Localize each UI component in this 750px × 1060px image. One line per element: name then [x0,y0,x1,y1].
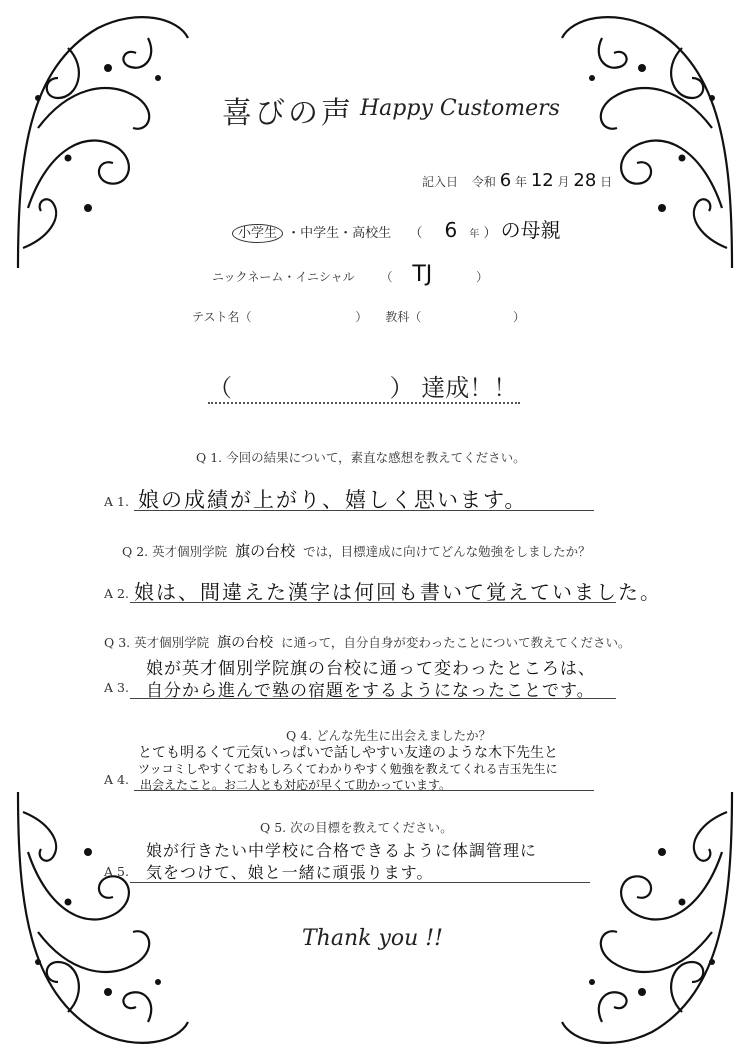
answer-4-text-line-3: 出会えたこと。お二人とも対応が早くて助かっています。 [140,778,452,792]
answer-3-text-line-1: 娘が英才個別学院旗の台校に通って変わったところは、 [146,659,596,679]
grade-options: ・中学生・高校生 [287,226,392,241]
corner-flourish-bottom-left [8,782,198,1052]
subject-label: 教科（ [385,310,422,324]
question-5: Q 5. 次の目標を教えてください。 [260,820,453,835]
date-year-unit: 年 [514,175,527,189]
question-3-suffix: に通って，自分自身が変わったことについて教えてください。 [281,635,631,650]
date-year: 6 [499,170,512,191]
answer-4-text-line-1: とても明るくて元気いっぱいで話しやすい友達のような木下先生と [138,745,558,761]
question-1: Q 1. 今回の結果について，素直な感想を教えてください。 [196,450,526,465]
corner-flourish-bottom-right [552,782,742,1052]
grade-option-elementary-circled: 小学生 [232,224,283,243]
grade-paren-open: （ [409,226,423,241]
answer-4-underline [134,790,594,791]
nickname-paren-close: ） [476,270,489,284]
thank-you-text: Thank you !! [302,926,443,951]
question-2-prefix: Q 2. 英才個別学院 [122,544,228,559]
answer-2-label: A 2. [104,586,129,601]
question-2 [122,540,591,561]
answer-3-label: A 3. [104,680,129,695]
nickname-paren-open: （ [380,270,393,284]
grade-relation: の母親 [500,218,561,242]
answer-5-text-line-1: 娘が行きたい中学校に合格できるように体調管理に [146,841,538,860]
answer-5-label: A 5. [104,864,129,879]
test-close: ） [355,310,368,324]
answer-5-text-line-2: 気をつけて、娘と一緒に頑張ります。 [146,863,434,882]
answer-2-underline [130,602,616,603]
page-title: 喜びの声 [222,96,354,131]
nickname-label: ニックネーム・イニシャル [212,270,355,284]
date-era: 令和 [471,175,496,189]
answer-1-text: 娘の成績が上がり、嬉しく思います。 [138,488,528,512]
answer-1-underline [134,510,594,511]
achievement-paren-open: （ [208,374,232,402]
date-month-unit: 月 [557,175,570,189]
grade-unit: 年 [469,229,480,240]
question-3-prefix: Q 3. 英才個別学院 [104,635,210,650]
date-month: 12 [530,170,554,191]
date-day-unit: 日 [600,175,613,189]
question-4: Q 4. どんな先生に出会えましたか？ [286,728,492,743]
answer-2-text: 娘は、間違えた漢字は何回も書いて覚えていました。 [134,580,662,604]
date-label: 記入日 [422,175,459,189]
grade-row [232,214,561,243]
answer-3-underline [130,698,616,699]
question-2-suffix: では，目標達成に向けてどんな勉強をしましたか？ [303,544,591,559]
nickname-row [212,262,488,287]
test-row [192,308,525,325]
question-3 [104,632,630,652]
question-2-school: 旗の台校 [235,542,296,560]
corner-flourish-top-right [552,8,742,278]
grade-value: 6 [444,218,458,242]
subject-close: ） [513,310,526,324]
answer-4-text-line-2: ツッコミしやすくておもしろくてわかりやすく勉強を教えてくれる吉玉先生に [138,762,558,776]
corner-flourish-top-left [8,8,198,278]
answer-1-label: A 1. [104,494,129,509]
achievement-row [208,368,517,403]
answer-4-label: A 4. [104,772,129,787]
nickname-value: TJ [412,262,433,287]
date-row [422,170,612,191]
achievement-paren-close: ） [389,374,414,402]
answer-3-text-line-2: 自分から進んで塾の宿題をするようになったことです。 [146,681,595,701]
achievement-dotted-line [208,402,520,404]
grade-paren-close: ） [483,226,497,241]
test-label: テスト名（ [192,310,252,324]
answer-5-underline [130,882,590,883]
question-3-school: 旗の台校 [217,635,274,651]
page-subtitle: Happy Customers [360,96,560,121]
achievement-text: 達成！！ [421,374,518,402]
date-day: 28 [573,170,597,191]
